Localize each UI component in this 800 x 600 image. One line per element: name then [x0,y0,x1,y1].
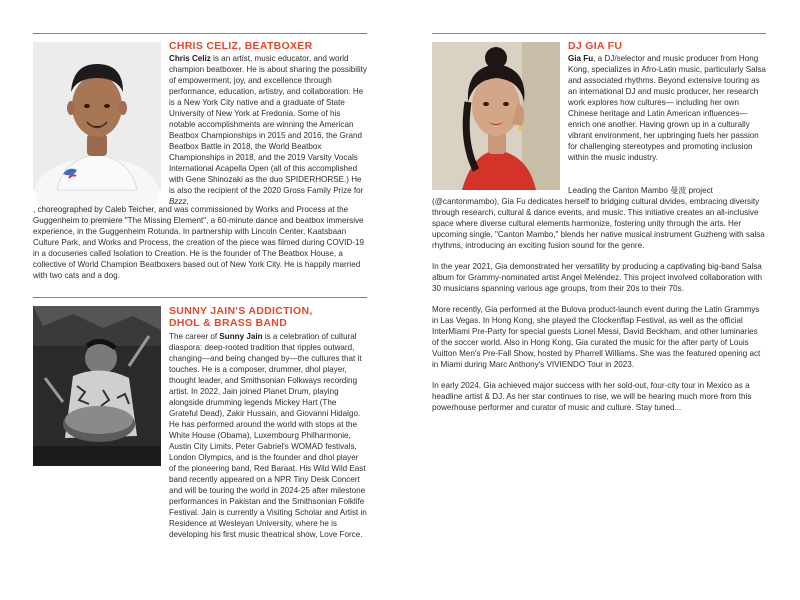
bio-chris-celiz-intro: is an artist, music educator, and world champion beatboxer. He is about sharing the possibility of empowerment, joy, and excellence through performance, education, artistry, and collaboration. He is a New York City native and a graduate of State University of New York at Fredonia. Some of his notable accomplishments are winning the American Beatbox Championships in 2015 and 2016, the Grand Beatbox Battle in 2018, the World Beatbox Championships in 2018, and the 2019 Varsity Vocals International Acapella Open (all of this accomplished with Gene Shinozaki as the duo SPIDERHORSE.) He is also the recipient of the 2020 Gross Family Prize for [169,54,367,195]
performer-image [33,306,161,466]
photo-gia-fu [432,42,560,190]
heading-sunny-jain-line1: SUNNY JAIN'S ADDICTION, [169,305,313,317]
name-chris-celiz: Chris Celiz [169,54,211,63]
heading-sunny-jain [169,305,367,329]
bio-chris-celiz-rest: , choreographed by Caleb Teicher, and was commissioned by Works and Process at the Guggenheim to premiere "The Missing Element", a 60-minute dance and beatbox immersive experience, in the Guggenheim Rotunda. In partnership with Lincoln Center, Kaatsbaan Culture Park, and Works and Process, the creation of the piece was filmed during COVID-19 in a docuseries called Isolation to Creation. He is the founder of The Beatbox House, a collective of World Champion Beatboxers based out of New York City. He is happily married with two cats and a dog. [33,205,364,280]
bio-sunny-jain-rest: is a celebration of cultural diaspora: deep-rooted tradition that ripples outward, changing—and being changed by—the cultures that it touches. He is a composer, drummer, dhol player, thought leader, and Smithsonian Folkways recording artist. In 2022, Jain joined Planet Drum, playing alongside drumming legends Mickey Hart (The Grateful Dead), Zakir Hussain, and Giovanni Hidalgo. He has performed around the world with stops at the White House (Obama), Luxembourg Philharmonie, Austin City Limits, Peter Gabriel's WOMAD festivals, London Olympics, and is the founder and dhol player of the pioneering band, Red Baraat. His Wild Wild East band recently appeared on a NPR Tiny Desk Concert and will be touring the world in 2024-25 after milestone performances in Pakistan and the Smithsonian Folklife Festival. Jain is currently a Visiting Scholar and Artist in Residence at Wesleyan University, where he is developing his first music theatrical show, Love Force. [169,332,367,539]
bio-sunny-jain-pre: The career of [169,332,220,341]
bio-gia-fu-para3: In the year 2021, Gia demonstrated her versatility by producing a captivating big-band Salsa album for Grammy-nominated artist Angel Meléndez. This project involved collaboration with 30 musicians spanning various age groups, from their 20s to their 70s. [432,262,763,293]
portrait-image [33,42,161,190]
bio-gia-fu-para5: In early 2024, Gia achieved major success with her sold-out, four-city tour in Mexico as a headline artist & DJ. As her star continues to rise, we will be hearing much more from this powerhouse performer and curator of music and culture. Stay tuned... [432,381,752,412]
heading-gia-fu: DJ GIA FU [568,40,623,52]
work-title-bzzz: Bzzz [169,197,187,206]
bio-gia-fu-intro [568,53,766,175]
photo-chris-celiz [33,42,161,190]
name-gia-fu: Gia Fu [568,54,594,63]
top-rule-right [432,33,766,34]
top-rule-left [33,33,367,34]
bio-gia-fu-body [432,185,766,423]
name-sunny-jain: Sunny Jain [219,332,263,341]
bio-gia-fu-para2: Leading the Canton Mambo 曼波 project (@cantonmambo), Gia Fu dedicates herself to bridging cultural divides, embracing diversity through research, cultural & dance events, and music. This initiative creates an all-inclusive space where diverse cultural elements harmonize, fostering unity through the arts. Her upcoming single, "Canton Mambo," blends her native musical instrument Guzheng with salsa rhythms, introducing an exciting fusion sound for the genre. [432,186,765,250]
bio-gia-fu-intro-text: , a DJ/selector and music producer from Hong Kong, specializes in Afro-Latin music, particularly Salsa and associated rhythms. Beyond extensive touring as an international DJ and music producer, her research work explores how cultures— including her own Chinese heritage and Latin American influences—enrich one another. Having grown up in a culturally vibrant environment, her upbringing fuels her passion for challenging stereotypes and promoting inclusion within the music industry. [568,54,766,162]
bio-sunny-jain-top [169,331,367,539]
bio-gia-fu-para4: More recently, Gia performed at the Bulova product-launch event during the Latin Grammys in Las Vegas. In Hong Kong, she played the Clockenflap Festival, as well as the official InterMiami Pre-Party for special guests Lionel Messi, David Beckham, and other luminaries of the soccer world. Also in Hong Kong, Gia curated the music for the after party of Louis Vuitton Men's Pre-Fall Show, hosted by Pharrell Williams. She was the featured opening act in Miami during Marc Anthony's VIVIENDO Tour in 2023. [432,305,761,369]
heading-sunny-jain-line2: DHOL & BRASS BAND [169,317,288,329]
section-rule-left [33,297,367,298]
heading-chris-celiz: CHRIS CELIZ, BEATBOXER [169,40,313,52]
bio-chris-celiz-bottom [33,204,367,281]
portrait-image [432,42,560,190]
bio-chris-celiz-top: Chris Celiz is an artist, music educator, and world champion beatboxer. He is about sharing the possibility of empowerment, joy, and excellence through performance, education, artistry, and collaboration. He is a New York City native and a graduate of State University of New York at Fredonia. Some of his notable accomplishments are winning the American Beatbox Championships in 2015 and 2016, the Grand Beatbox Battle in 2018, the World Beatbox Championships in 2018, and the 2019 Varsity Vocals International Acapella Open (all of this accomplished with Gene Shinozaki as the duo SPIDERHORSE.) He is also the recipient of the 2020 Gross Family Prize for Bzzz, [169,54,367,206]
photo-sunny-jain [33,306,161,466]
